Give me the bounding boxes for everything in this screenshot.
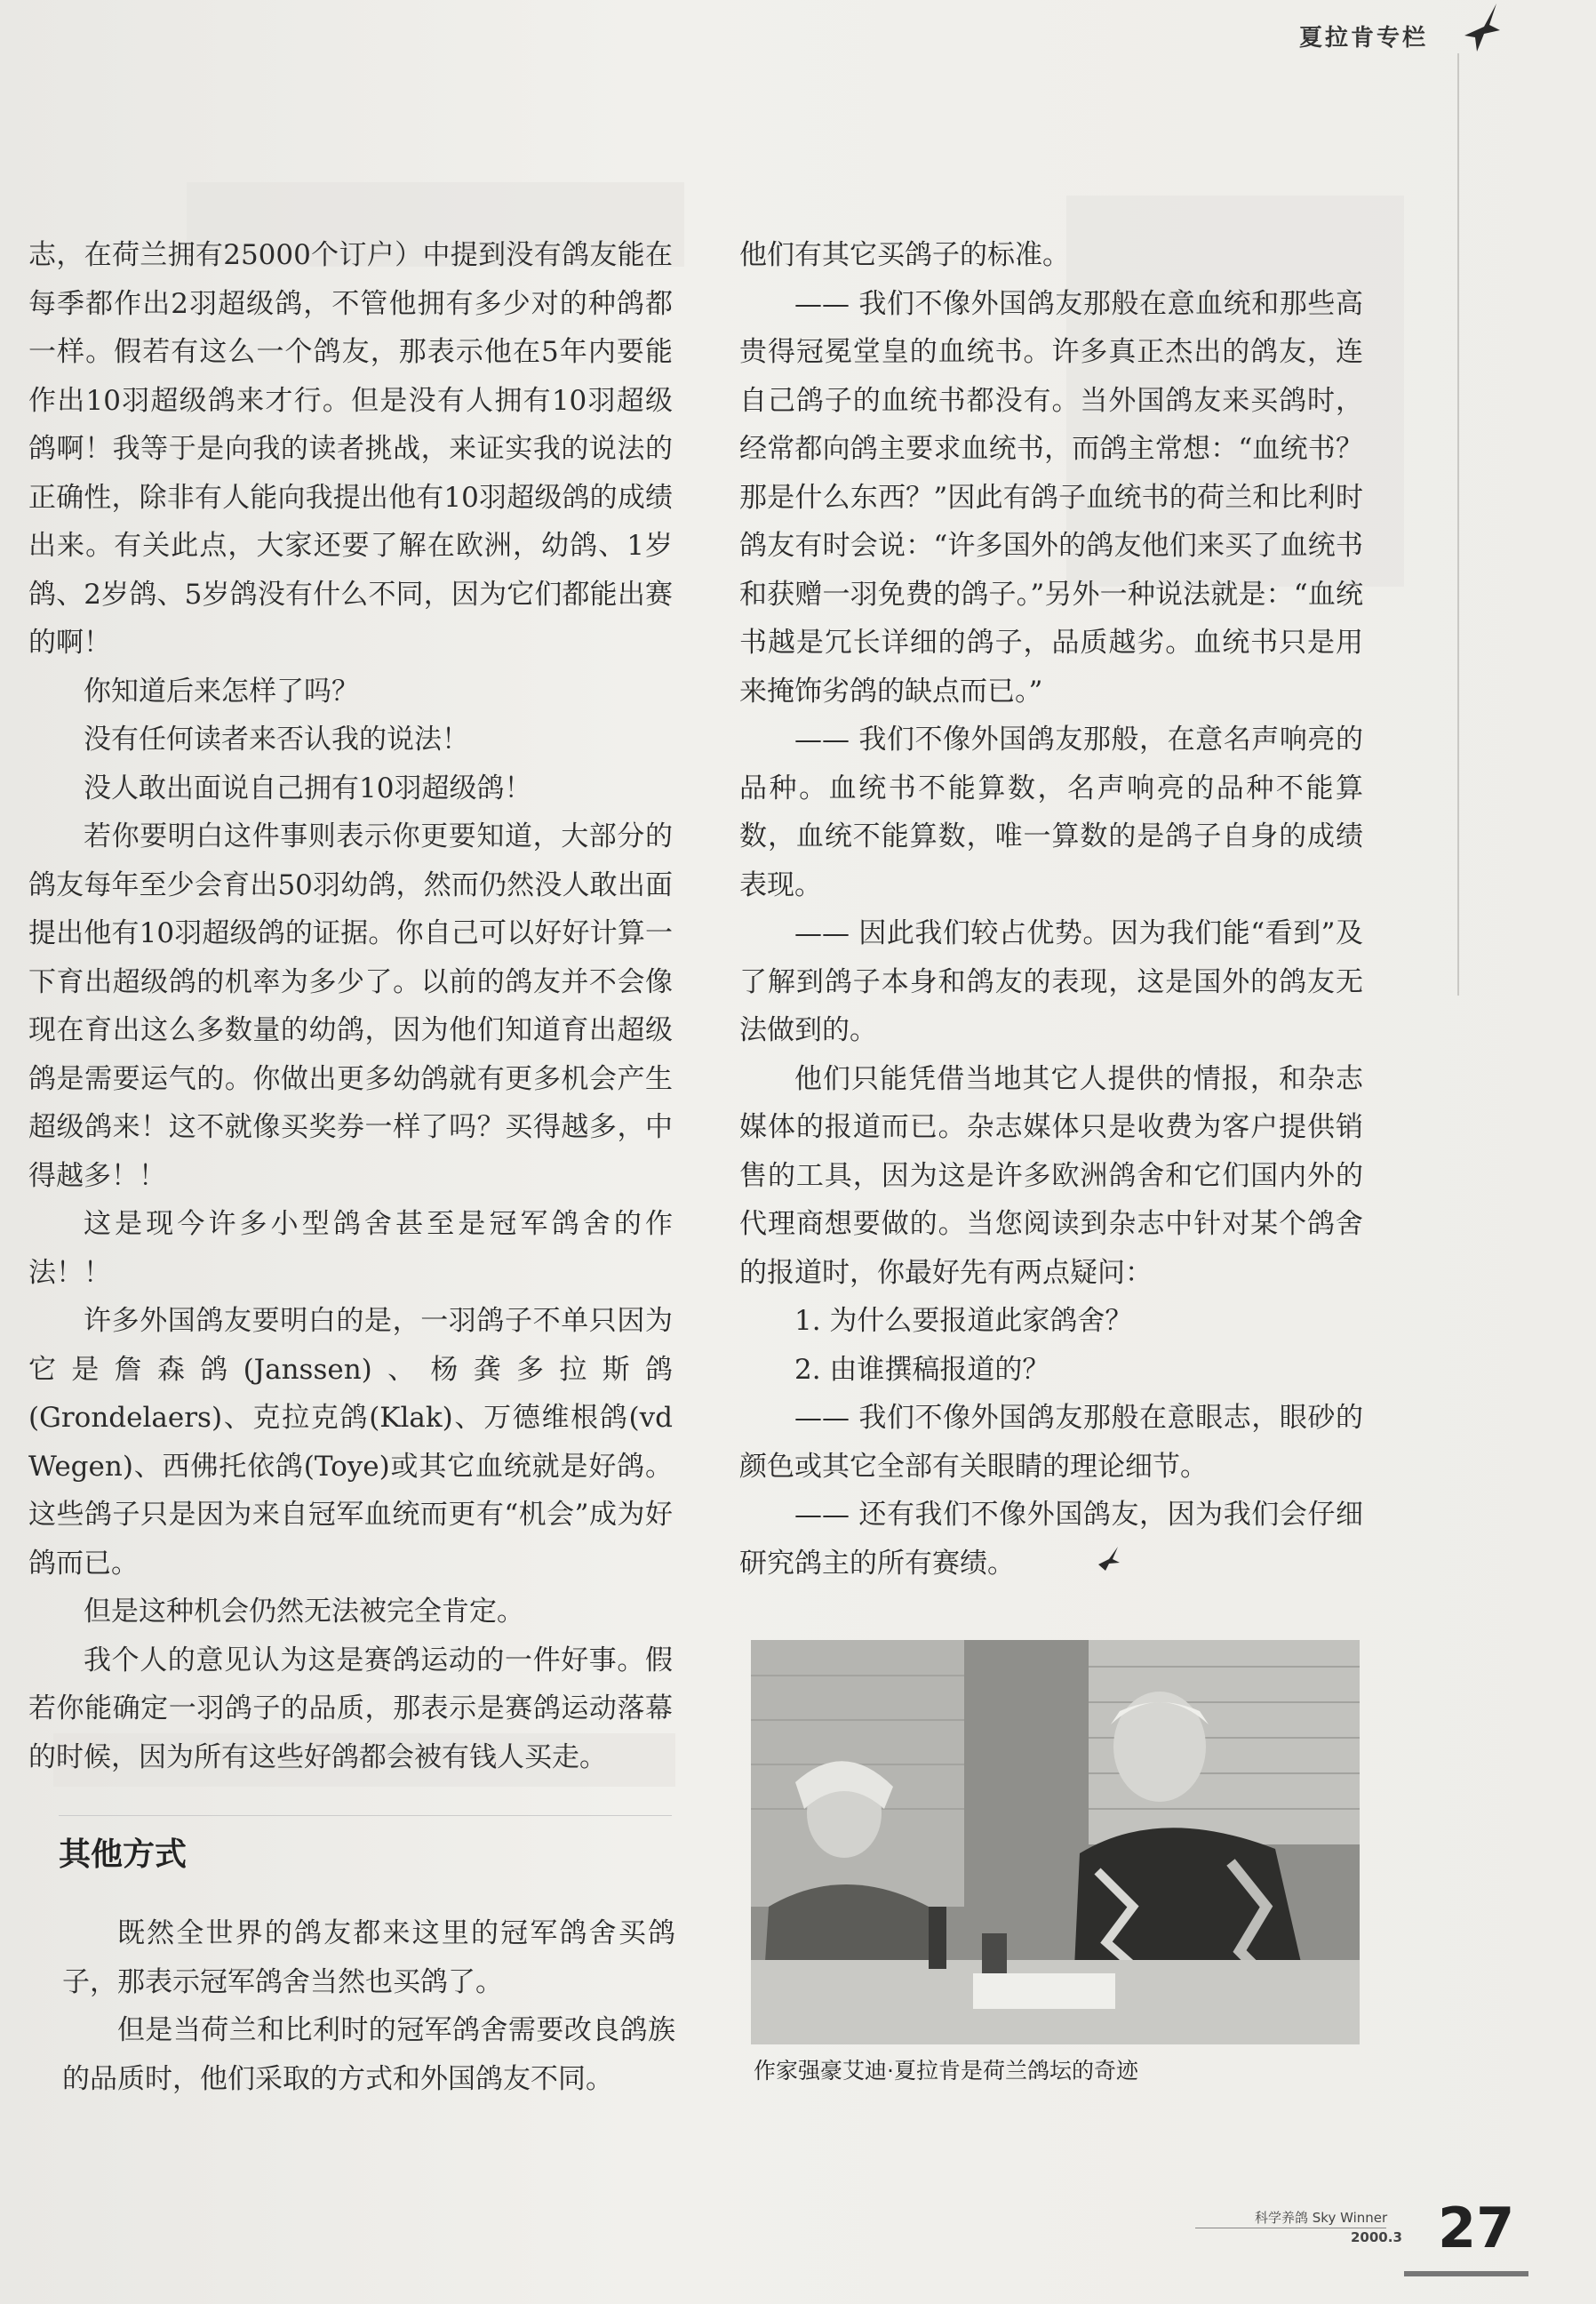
- photo-caption: 作家强豪艾迪·夏拉肯是荷兰鸽坛的奇迹: [754, 2058, 1138, 2084]
- publication-name: 科学养鸽 Sky Winner: [1255, 2210, 1388, 2226]
- page-number: 27: [1438, 2196, 1515, 2260]
- article-photo: [751, 1640, 1360, 2044]
- paragraph: 既然全世界的鸽友都来这里的冠军鸽舍买鸽子，那表示冠军鸽舍当然也买鸽了。: [62, 1917, 675, 1998]
- footer-bar: [1404, 2271, 1528, 2276]
- section-heading: 其他方式: [59, 1836, 188, 1873]
- paragraph: 没人敢出面说自己拥有10羽超级鸽！: [84, 772, 532, 804]
- paragraph: 若你要明白这件事则表示你更要知道，大部分的鸽友每年至少会育出50羽幼鸽，然而仍然没人敢出面提出他有10羽超级鸽的证据。你自己可以好好计算一下育出超级鸽的机率为多少了。以前的鸽友并不会像现在育出这么多数量的幼鸽，因为他们知道育出超级鸽是需要运气的。你做出更多幼鸽就有更多机会产生超级鸽来！这不就像买奖券一样了吗？买得越多，中得越多！！: [28, 820, 673, 1192]
- paragraph: 他们只能凭借当地其它人提供的情报，和杂志媒体的报道而已。杂志媒体只是收费为客户提供销售的工具，因为这是许多欧洲鸽舍和它们国内外的代理商想要做的。当您阅读到杂志中针对某个鸽舍的报道时，你最好先有两点疑问：: [739, 1062, 1363, 1289]
- photo-illustration: [751, 1640, 1360, 2044]
- paragraph: 我个人的意见认为这是赛鸽运动的一件好事。假若你能确定一羽鸽子的品质，那表示是赛鸽运动落幕的时候，因为所有这些好鸽都会被有钱人买走。: [28, 1644, 673, 1773]
- right-column: [739, 231, 1363, 1588]
- list-item: 2. 由谁撰稿报道的？: [794, 1353, 1050, 1386]
- section-divider: [59, 1815, 672, 1816]
- paragraph: 你知道后来怎样了吗？: [84, 675, 359, 708]
- paragraph: 许多外国鸽友要明白的是，一羽鸽子不单只因为它是詹森鸽(Janssen)、杨龚多拉斯鸽(Grondelaers)、克拉克鸽(Klak)、万德维根鸽(vd Wegen)、西佛托依鸽(Toye)或其它血统就是好鸽。这些鸽子只是因为来自冠军血统而更有“机会”成为好鸽而已。: [28, 1305, 673, 1580]
- end-mark-bird-icon: [1095, 1545, 1121, 1572]
- list-item: 1. 为什么要报道此家鸽舍？: [794, 1305, 1133, 1337]
- paragraph: —— 我们不像外国鸽友那般，在意名声响亮的品种。血统书不能算数，名声响亮的品种不能算数，血统不能算数，唯一算数的是鸽子自身的成绩表现。: [739, 724, 1363, 901]
- issue-date: 2000.3: [1351, 2229, 1402, 2245]
- paragraph: 没有任何读者来否认我的说法！: [84, 724, 469, 756]
- paragraph: —— 还有我们不像外国鸽友，因为我们会仔细研究鸽主的所有赛绩。: [739, 1499, 1363, 1580]
- left-column: [28, 231, 673, 1781]
- paragraph: 这是现今许多小型鸽舍甚至是冠军鸽舍的作法！！: [28, 1208, 673, 1289]
- paragraph: —— 我们不像外国鸽友那般在意眼志，眼砂的颜色或其它全部有关眼睛的理论细节。: [739, 1402, 1363, 1483]
- pigeon-logo-icon: [1457, 0, 1502, 55]
- paragraph: 他们有其它买鸽子的标准。: [739, 239, 1070, 271]
- header-divider: [1457, 53, 1459, 996]
- paragraph: —— 因此我们较占优势。因为我们能“看到”及了解到鸽子本身和鸽友的表现，这是国外的鸽友无法做到的。: [739, 917, 1363, 1046]
- section-body: [62, 1909, 675, 2103]
- paragraph: 志，在荷兰拥有25000个订户）中提到没有鸽友能在每季都作出2羽超级鸽，不管他拥有多少对的种鸽都一样。假若有这么一个鸽友，那表示他在5年内要能作出10羽超级鸽来才行。但是没有人拥有10羽超级鸽啊！我等于是向我的读者挑战，来证实我的说法的正确性，除非有人能向我提出他有10羽超级鸽的成绩出来。有关此点，大家还要了解在欧洲，幼鸽、1岁鸽、2岁鸽、5岁鸽没有什么不同，因为它们都能出赛的啊！: [28, 239, 673, 659]
- paragraph: 但是这种机会仍然无法被完全肯定。: [84, 1596, 524, 1628]
- column-label: 夏拉肯专栏: [1299, 25, 1429, 52]
- paragraph: —— 我们不像外国鸽友那般在意血统和那些高贵得冠冕堂皇的血统书。许多真正杰出的鸽友，连自己鸽子的血统书都没有。当外国鸽友来买鸽时，经常都向鸽主要求血统书，而鸽主常想：“血统书？那是什么东西？”因此有鸽子血统书的荷兰和比利时鸽友有时会说：“许多国外的鸽友他们来买了血统书和获赠一羽免费的鸽子。”另外一种说法就是：“血统书越是冗长详细的鸽子，品质越劣。血统书只是用来掩饰劣鸽的缺点而已。”: [739, 287, 1363, 708]
- paragraph: 但是当荷兰和比利时的冠军鸽舍需要改良鸽族的品质时，他们采取的方式和外国鸽友不同。: [62, 2014, 675, 2095]
